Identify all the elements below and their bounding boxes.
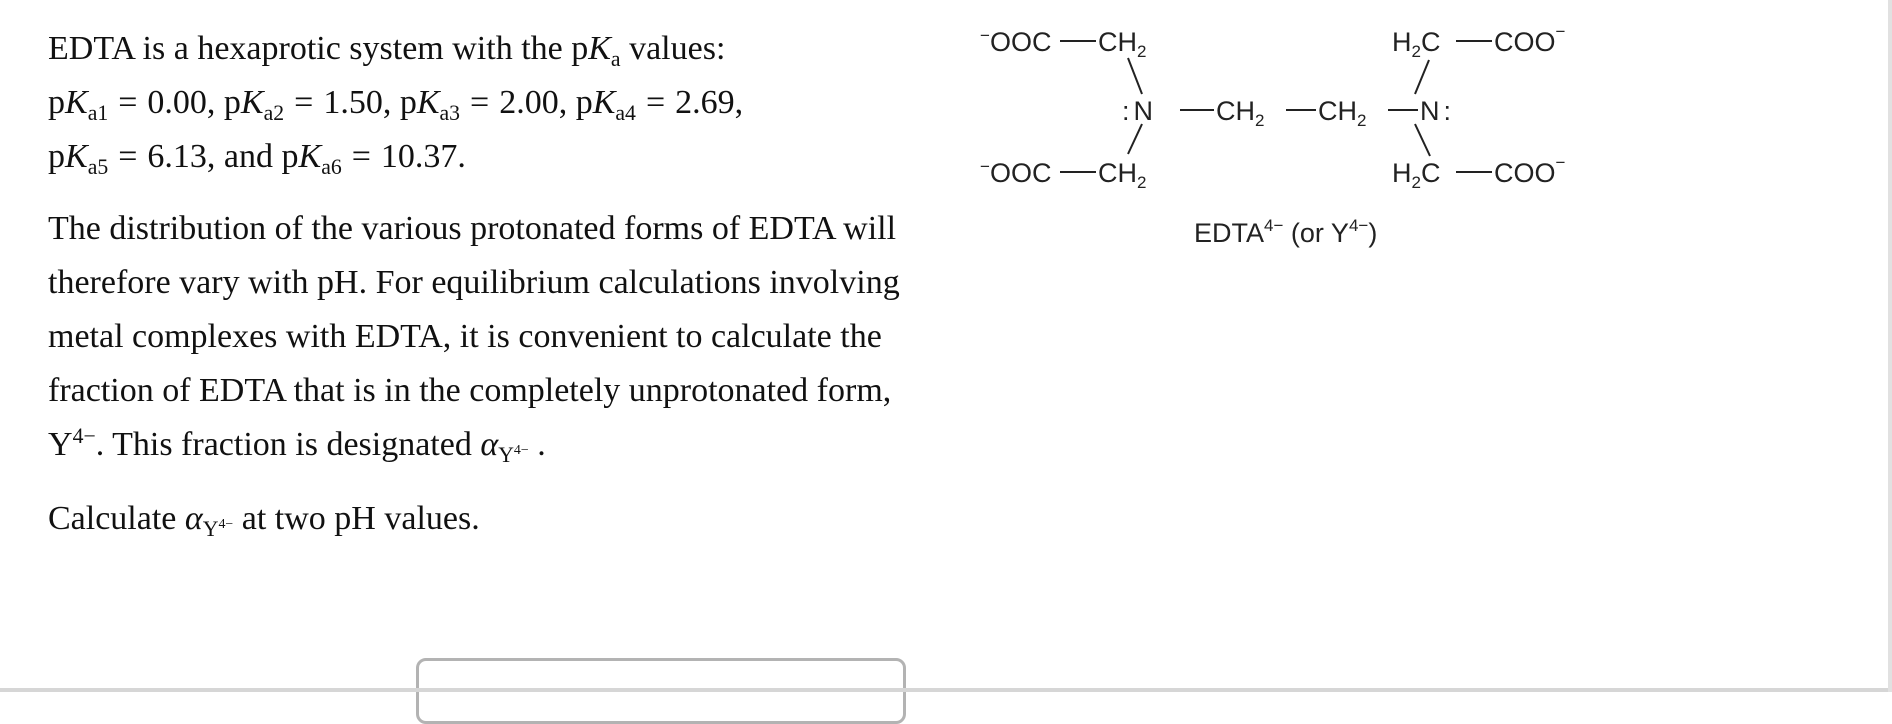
pka-subscript: a2 [263, 100, 285, 125]
equals-sign: = [645, 84, 666, 121]
ooc-bottom-left-label: −OOC [980, 157, 1052, 188]
pka-subscript: a1 [87, 100, 109, 125]
task-alpha-subscript [203, 517, 234, 541]
distribution-mid: . This fraction is designated [95, 426, 481, 463]
equals-sign: = [294, 84, 314, 121]
pka-separator: , [206, 84, 224, 121]
pka-separator: . [457, 138, 466, 175]
pka-item-6 [281, 138, 466, 179]
task-alpha-symbol: α [184, 500, 203, 537]
ch2-middle-left-label: $CH_2$ [1216, 96, 1265, 130]
alpha-symbol: α [480, 426, 499, 463]
bond-ch2-n-bottom-left [1128, 124, 1142, 154]
structure-caption: $EDTA^{4-}$ (or $Y^{4-}$) [1194, 216, 1378, 248]
ch2-bottom-left-label: $CH_2$ [1098, 158, 1147, 192]
equals-sign: = [118, 84, 138, 121]
pka-list [48, 84, 744, 179]
pka-k: K [240, 84, 264, 121]
pka-subscript: a6 [321, 154, 342, 179]
pka-value: 6.13 [147, 138, 207, 175]
coo-bottom-right-label: COO− [1494, 153, 1566, 188]
alpha-subscript [498, 443, 529, 467]
pka-separator: , [734, 84, 744, 121]
pka-p: p [223, 84, 241, 121]
bottom-divider [0, 688, 1892, 692]
pka-separator: , [558, 84, 576, 121]
bond-n-ch2-bottom-right [1415, 124, 1430, 156]
pka-p: p [399, 84, 417, 121]
pka-separator: , [382, 84, 400, 121]
pka-item-4 [575, 84, 744, 125]
pka-item-5 [48, 138, 282, 179]
pka-subscript: a4 [615, 100, 636, 125]
pka-subscript: a3 [439, 100, 461, 125]
h2c-top-right-label: $H_2C$ [1392, 27, 1441, 61]
task-tail: at two pH values. [233, 500, 480, 537]
edta-structure [960, 6, 1600, 266]
ka-subscript: a [610, 46, 621, 71]
distribution-end: . [528, 426, 546, 463]
pka-p: p [575, 84, 593, 121]
intro-tail: values: [620, 30, 726, 67]
equals-sign: = [351, 138, 371, 175]
pka-k: K [298, 138, 322, 175]
distribution-paragraph [48, 202, 908, 472]
bond-n-ch2-top-right [1415, 60, 1429, 94]
pka-p: p [281, 138, 299, 175]
pka-p: p [48, 138, 65, 175]
ooc-top-left-label: −OOC [980, 26, 1052, 57]
ka-symbol: K [588, 30, 611, 67]
pka-separator: , and [206, 138, 282, 175]
right-edge-divider [1888, 0, 1892, 692]
pka-item-3 [399, 84, 576, 125]
pka-k: K [592, 84, 616, 121]
pka-item-1 [48, 84, 224, 125]
intro-lead: EDTA is a hexaprotic system with the p [48, 30, 589, 67]
pka-k: K [65, 84, 88, 121]
pka-value: 2.00 [499, 84, 559, 121]
ch2-middle-right-label: $CH_2$ [1318, 96, 1367, 130]
n-right-label: N : [1420, 96, 1452, 126]
task-alpha-sub-y: Y [202, 516, 219, 541]
equals-sign: = [118, 138, 138, 175]
ch2-top-left-label: $CH_2$ [1098, 27, 1147, 61]
task-alpha-sub-charge: 4− [218, 516, 234, 532]
task-lead: Calculate [48, 500, 185, 537]
pka-value: 2.69 [675, 84, 735, 121]
pka-k: K [65, 138, 88, 175]
intro-paragraph [48, 22, 908, 184]
alpha-sub-y: Y [498, 442, 514, 467]
pka-value: 10.37 [380, 138, 458, 175]
n-left-label: : N [1122, 96, 1154, 126]
equals-sign: = [470, 84, 490, 121]
y-charge: 4− [72, 424, 96, 449]
alpha-sub-charge: 4− [513, 442, 529, 458]
pka-p: p [48, 84, 65, 121]
problem-text [48, 22, 908, 546]
task-paragraph [48, 492, 908, 546]
pka-value: 1.50 [323, 84, 383, 121]
pka-item-2 [223, 84, 400, 125]
h2c-bottom-right-label: $H_2C$ [1392, 158, 1441, 192]
pka-value: 0.00 [147, 84, 207, 121]
pka-k: K [416, 84, 440, 121]
coo-top-right-label: COO− [1494, 22, 1566, 57]
distribution-text: The distribution of the various protonated forms of EDTA will therefore vary with pH. For equilibrium calculations involving metal complexes with EDTA, it is convenient to calculate the fraction of EDTA that is in the completely unprotonated form, Y [48, 210, 900, 463]
bond-ch2-n-top-left [1128, 58, 1142, 94]
edta-structure-diagram [960, 6, 1600, 266]
pka-subscript: a5 [87, 154, 109, 179]
